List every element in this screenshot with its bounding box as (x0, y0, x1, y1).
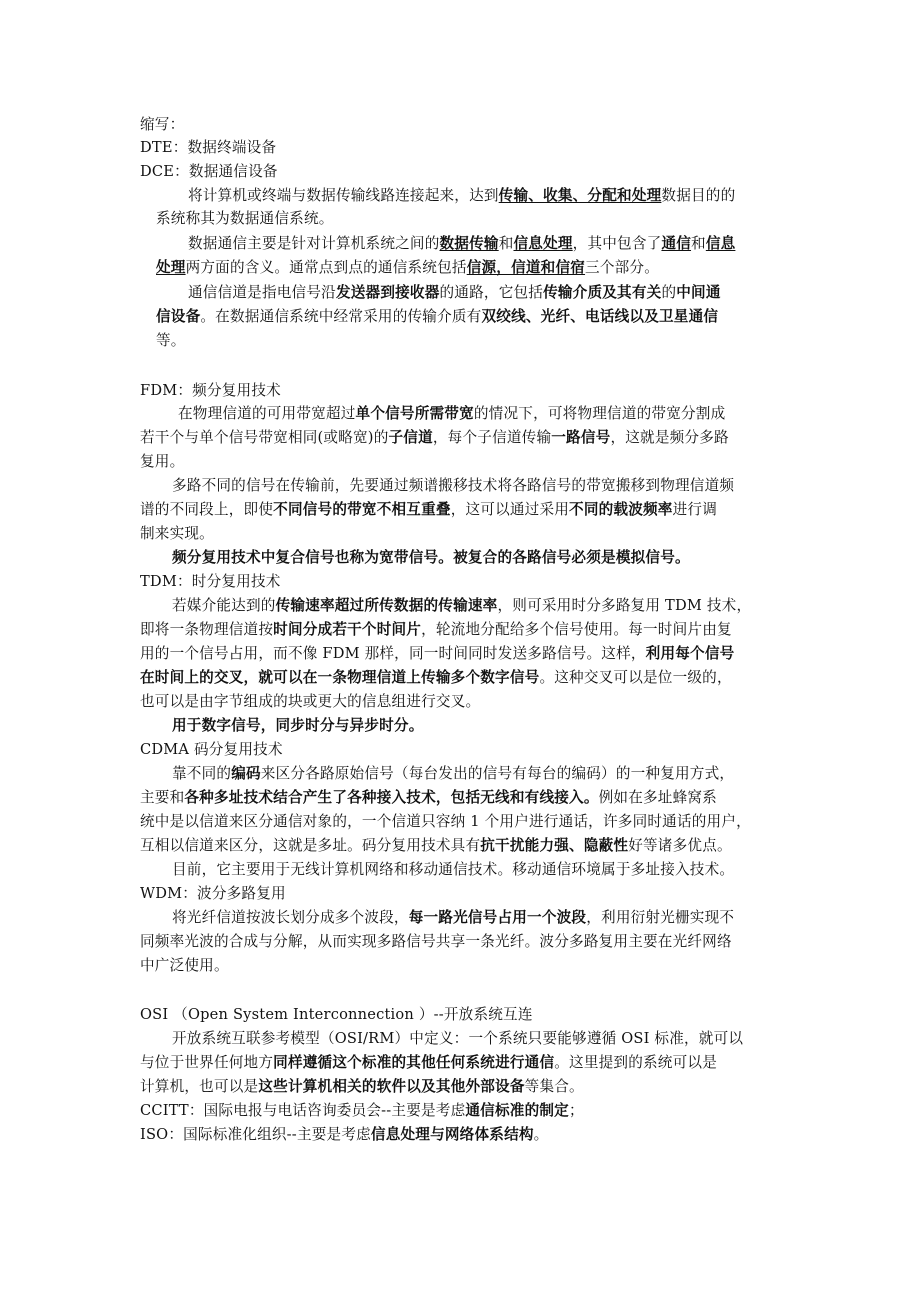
body-text: 多路不同的信号在传输前，先要通过频谱搬移技术将各路信号的带宽搬移到物理信道频 (172, 477, 735, 494)
body-text: 中广泛使用。 (140, 957, 229, 974)
emphasis-text: 信源，信道和信宿 (466, 259, 586, 276)
body-text: DTE：数据终端设备 (140, 139, 277, 156)
bold-text: 不同的载波频率 (569, 501, 673, 518)
paragraph-line (140, 523, 796, 544)
tdm-heading (140, 571, 796, 592)
paragraph-line (172, 475, 796, 496)
emphasis (440, 235, 499, 252)
bold-text: 编码 (231, 765, 261, 782)
body-text: 开放系统互联参考模型（OSI/RM）中定义：一个系统只要能够遵循 OSI 标准，就可以 (172, 1030, 744, 1047)
paragraph-line (188, 282, 796, 303)
paragraph-line (188, 233, 796, 254)
emphasis (467, 259, 585, 276)
bold-text: 同样遵循这个标准的其他任何系统进行通信 (273, 1054, 555, 1071)
body-text: ，则可采用时分多路复用 TDM 技术， (497, 597, 752, 614)
paragraph-line (156, 257, 796, 278)
body-text: CCITT：国际电报与电话咨询委员会--主要是考虑 (140, 1102, 466, 1119)
bold-text: 在时间上的交叉，就可以在一条物理信道上传输多个数字信号 (140, 669, 540, 686)
bold-text: 发送器到接收器 (335, 284, 440, 301)
paragraph-line (178, 403, 796, 424)
paragraph-line (140, 787, 796, 808)
body-text: 同频率光波的合成与分解，从而实现多路信号共享一条光纤。波分多路复用主要在光纤网络 (140, 933, 732, 950)
emphasis (156, 259, 186, 276)
body-text: 等。 (156, 332, 186, 349)
paragraph-line (140, 667, 796, 688)
body-text: 计算机，也可以是 (140, 1078, 259, 1095)
body-text: 用的一个信号占用，而不像 FDM 那样，同一时间同时发送多路信号。这样， (140, 645, 646, 662)
paragraph-line (140, 955, 796, 976)
body-text: 两方面的含义。通常点到点的通信系统包括 (185, 259, 467, 276)
paragraph-line (156, 306, 796, 327)
body-text: 。 (533, 1126, 549, 1143)
body-text: ； (568, 1102, 584, 1119)
body-text: 谱的不同段上，即使 (140, 501, 274, 518)
bold-text: 利用每个信号 (645, 645, 735, 662)
body-text: 来区分各路原始信号（每台发出的信号有每台的编码）的一种复用方式， (260, 765, 735, 782)
body-text: 制来实现。 (140, 525, 214, 542)
paragraph-line (188, 185, 796, 206)
paragraph-line (172, 1028, 796, 1049)
body-text: 与位于世界任何地方 (140, 1054, 274, 1071)
osi-heading (140, 1004, 796, 1025)
emphasis (661, 235, 691, 252)
body-text: 若干个与单个信号带宽相同(或略宽)的 (140, 429, 389, 446)
emphasis-text: 信息 (705, 235, 736, 252)
bold-text: 传输介质及其有关 (543, 284, 662, 301)
body-text: ，轮流地分配给多个信号使用。每一时间片由复 (421, 621, 732, 638)
bold-text: 双绞线、光纤、电话线以及卫星通信 (481, 308, 719, 325)
body-text: 的通路，它包括 (439, 284, 544, 301)
body-text: 的情况下，可将物理信道的带宽分割成 (473, 405, 726, 422)
paragraph-line (140, 451, 796, 472)
bold-text: 用于数字信号，同步时分与异步时分。 (172, 717, 424, 734)
body-text: 将计算机或终端与数据传输线路连接起来，达到 (188, 187, 499, 204)
iso-definition (140, 1124, 796, 1145)
paragraph-line (156, 330, 796, 351)
paragraph-line (156, 208, 796, 229)
paragraph-line (172, 595, 796, 616)
bold-text: 通信标准的制定 (465, 1102, 569, 1119)
body-text: 主要和 (140, 789, 185, 806)
body-text: TDM：时分复用技术 (140, 573, 281, 590)
paragraph-line (140, 811, 796, 832)
body-text: 在物理信道的可用带宽超过 (178, 405, 356, 422)
bold-text: 不同信号的带宽不相互重叠 (273, 501, 451, 518)
emphasis-text: 通信 (661, 235, 692, 252)
body-text: 系统称其为数据通信系统。 (156, 210, 334, 227)
paragraph-line (140, 643, 796, 664)
bold-text: 中间通 (676, 284, 721, 301)
bold-text: 时间分成若干个时间片 (273, 621, 422, 638)
paragraph-line (140, 1052, 796, 1073)
body-text: 若媒介能达到的 (172, 597, 276, 614)
paragraph-line (140, 931, 796, 952)
body-text: 。这里提到的系统可以是 (554, 1054, 717, 1071)
body-text: 三个部分。 (585, 259, 660, 276)
body-text: 进行调 (672, 501, 717, 518)
bold-text: 每一路光信号占用一个波段 (408, 909, 587, 926)
body-text: 好等诸多优点。 (628, 837, 732, 854)
body-text: 复用。 (140, 453, 185, 470)
bold-text: 信设备 (156, 308, 201, 325)
bold-text: 这些计算机相关的软件以及其他外部设备 (258, 1078, 525, 1095)
cdma-heading (140, 739, 796, 760)
body-text: 等集合。 (524, 1078, 584, 1095)
body-text: CDMA 码分复用技术 (140, 741, 283, 758)
body-text: 的 (661, 284, 677, 301)
body-text: 统中是以信道来区分通信对象的，一个信道只容纳 1 个用户进行通话，许多同时通话的用户， (140, 813, 751, 830)
body-text: 将光纤信道按波长划分成多个波段， (172, 909, 409, 926)
body-text: 互相以信道来区分，这就是多址。码分复用技术具有 (140, 837, 481, 854)
body-text: 数据通信主要是针对计算机系统之间的 (188, 235, 440, 252)
emphasis-text: 传输、收集、分配和处理 (498, 187, 662, 204)
bold-text: 传输速率超过所传数据的传输速率 (275, 597, 498, 614)
body-text: ，利用衍射光栅实现不 (586, 909, 735, 926)
body-text: ，这可以通过采用 (450, 501, 570, 518)
emphasis-text: 处理 (156, 259, 186, 276)
paragraph-line (172, 907, 796, 928)
body-text: 目前，它主要用于无线计算机网络和移动通信技术。移动通信环境属于多址接入技术。 (172, 861, 735, 878)
fdm-heading (140, 380, 796, 401)
body-text: 即将一条物理信道按 (140, 621, 274, 638)
emphasis (513, 235, 572, 252)
body-text: 数据目的的 (661, 187, 736, 204)
body-text: ，其中包含了 (572, 235, 662, 252)
body-text: ISO：国际标准化组织--主要是考虑 (140, 1126, 371, 1143)
body-text: 通信信道是指电信号沿 (188, 284, 336, 301)
bold-text: 一路信号 (551, 429, 611, 446)
abbrev-heading (140, 114, 796, 135)
paragraph-line (172, 763, 796, 784)
emphasis-text: 信息处理 (513, 235, 573, 252)
paragraph-line (172, 715, 796, 736)
body-text: OSI （Open System Interconnection ）--开放系统互连 (140, 1006, 533, 1023)
dte-definition (140, 137, 796, 158)
paragraph-line (140, 1076, 796, 1097)
ccitt-definition (140, 1100, 796, 1121)
body-text: ，这就是频分多路 (610, 429, 729, 446)
body-text: 缩写： (140, 116, 185, 133)
bold-text: 信息处理与网络体系结构 (370, 1126, 534, 1143)
bold-text: 频分复用技术中复合信号也称为宽带信号。被复合的各路信号必须是模拟信号。 (172, 549, 690, 566)
body-text: 例如在多址蜂窝系 (598, 789, 717, 806)
bold-text: 子信道 (388, 429, 433, 446)
wdm-heading (140, 883, 796, 904)
paragraph-line (140, 691, 796, 712)
emphasis-text: 数据传输 (439, 235, 499, 252)
body-text: 。在数据通信系统中经常采用的传输介质有 (200, 308, 482, 325)
body-text: 也可以是由字节组成的块或更大的信息组进行交叉。 (140, 693, 481, 710)
paragraph-line (140, 427, 796, 448)
paragraph-line (140, 619, 796, 640)
body-text: 和 (498, 235, 514, 252)
paragraph-line (172, 859, 796, 880)
body-text: WDM：波分多路复用 (140, 885, 286, 902)
emphasis (706, 235, 736, 252)
body-text: 靠不同的 (172, 765, 232, 782)
bold-text: 单个信号所需带宽 (355, 405, 474, 422)
body-text: ，每个子信道传输 (432, 429, 552, 446)
paragraph-line (140, 499, 796, 520)
body-text: 和 (691, 235, 706, 252)
bold-text: 抗干扰能力强、隐蔽性 (480, 837, 629, 854)
emphasis (499, 187, 662, 204)
dce-definition (140, 161, 796, 182)
body-text: DCE：数据通信设备 (140, 163, 278, 180)
body-text: 。这种交叉可以是位一级的， (539, 669, 732, 686)
bold-text: 各种多址技术结合产生了各种接入技术，包括无线和有线接入。 (184, 789, 599, 806)
paragraph-line (140, 835, 796, 856)
body-text: FDM：频分复用技术 (140, 382, 281, 399)
paragraph-line (172, 547, 796, 568)
